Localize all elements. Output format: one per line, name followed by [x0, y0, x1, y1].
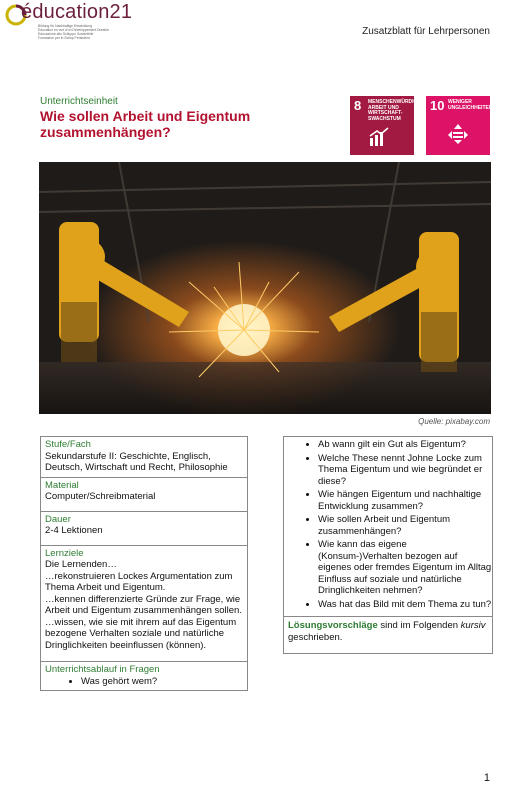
ablauf-list — [45, 676, 243, 688]
logo-text: éducation21 — [21, 1, 133, 23]
solution-note — [284, 616, 492, 653]
list-item: • Was hat das Bild mit dem Thema zu tun? — [318, 599, 492, 611]
list-item: • Was gehört wem? — [81, 676, 243, 688]
list-item: • Ab wann gilt ein Gut als Eigentum? — [318, 439, 492, 451]
lernziele-line: …wissen, wie sie mit ihrem auf das Eigentum bezogene Verhalten soziale und natürliche Dringlichkeiten beeinflussen (können). — [45, 616, 237, 651]
stufe-heading: Stufe/Fach — [45, 439, 91, 450]
logo — [0, 0, 133, 46]
stufe-text: Sekundarstufe II: Geschichte, Englisch, Deutsch, Wirtschaft und Recht, Philosophie — [45, 450, 228, 473]
dauer-heading: Dauer — [45, 513, 71, 525]
solution-italic: kursiv — [460, 620, 486, 631]
material-heading: Material — [45, 479, 79, 491]
lernziele-line: Die Lernenden… — [45, 559, 117, 570]
growth-chart-icon — [368, 126, 390, 148]
material-section — [41, 478, 247, 512]
sdg-10-tile — [426, 96, 493, 155]
list-item: • Wie sollen Arbeit und Eigentum zusammenhängen? — [318, 514, 492, 537]
stufe-section — [41, 437, 247, 478]
list-item: • Wie kann das eigene (Konsum-)Verhalten bezogen auf eigenes oder fremdes Eigentum im Alltag Einfluss auf soziale und natürliche Dringlichkeiten nehmen? — [318, 539, 492, 597]
factory-robots-photo — [39, 162, 491, 414]
list-item: • Welche These nennt Johne Locke zum Thema Eigentum und wie begründet er diese? — [318, 453, 492, 488]
solution-text: sind im Folgenden — [377, 620, 461, 631]
dauer-section — [41, 512, 247, 546]
page-number: 1 — [483, 772, 490, 784]
ablauf-heading: Unterrichtsablauf in Fragen — [45, 664, 160, 675]
lernziele-section — [41, 546, 247, 663]
equality-arrows-icon — [446, 122, 470, 146]
page-title: Wie sollen Arbeit und Eigentum zusammenhängen? — [40, 108, 251, 140]
sdg-8-tile — [350, 96, 421, 155]
lernziele-line: …rekonstruieren Lockes Argumentation zum Thema Arbeit und Eigentum. — [45, 570, 233, 593]
questions-box — [283, 436, 493, 654]
image-caption: Quelle: pixabay.com — [418, 417, 490, 426]
sdg-8-label: MENSCHENWÜRDIGE ARBEIT UND WIRTSCHAFT-SWACHSTUM — [368, 99, 421, 122]
header-label: Zusatzblatt für Lehrpersonen — [362, 26, 490, 37]
unit-label: Unterrichtseinheit — [40, 96, 118, 107]
sdg-10-label: WENIGER UNGLEICHHEITEN — [448, 99, 493, 111]
solution-text-end: geschrieben. — [288, 631, 343, 643]
overview-box — [40, 436, 248, 691]
dauer-text: 2-4 Lektionen — [45, 525, 103, 536]
ablauf-section — [41, 662, 247, 690]
solution-heading: Lösungsvorschläge — [288, 620, 378, 631]
sdg-8-number: 8 — [354, 98, 362, 113]
lernziele-heading: Lernziele — [45, 547, 84, 559]
lernziele-line: …kennen differenzierte Gründe zur Frage, wie Arbeit und Eigentum zusammenhängen sollen. — [45, 593, 242, 616]
sdg-10-number: 10 — [430, 98, 445, 113]
questions-list — [284, 439, 492, 610]
material-text: Computer/Schreibmaterial — [45, 491, 156, 502]
list-item: • Wie hängen Eigentum und nachhaltige Entwicklung zusammen? — [318, 489, 492, 512]
logo-subtitle: Bildung für Nachhaltige Entwicklung Education en vue d'un Développement Durable Educazione allo Sviluppo Sostenibile Furmaziun per in Svilup Persistent — [38, 24, 109, 40]
